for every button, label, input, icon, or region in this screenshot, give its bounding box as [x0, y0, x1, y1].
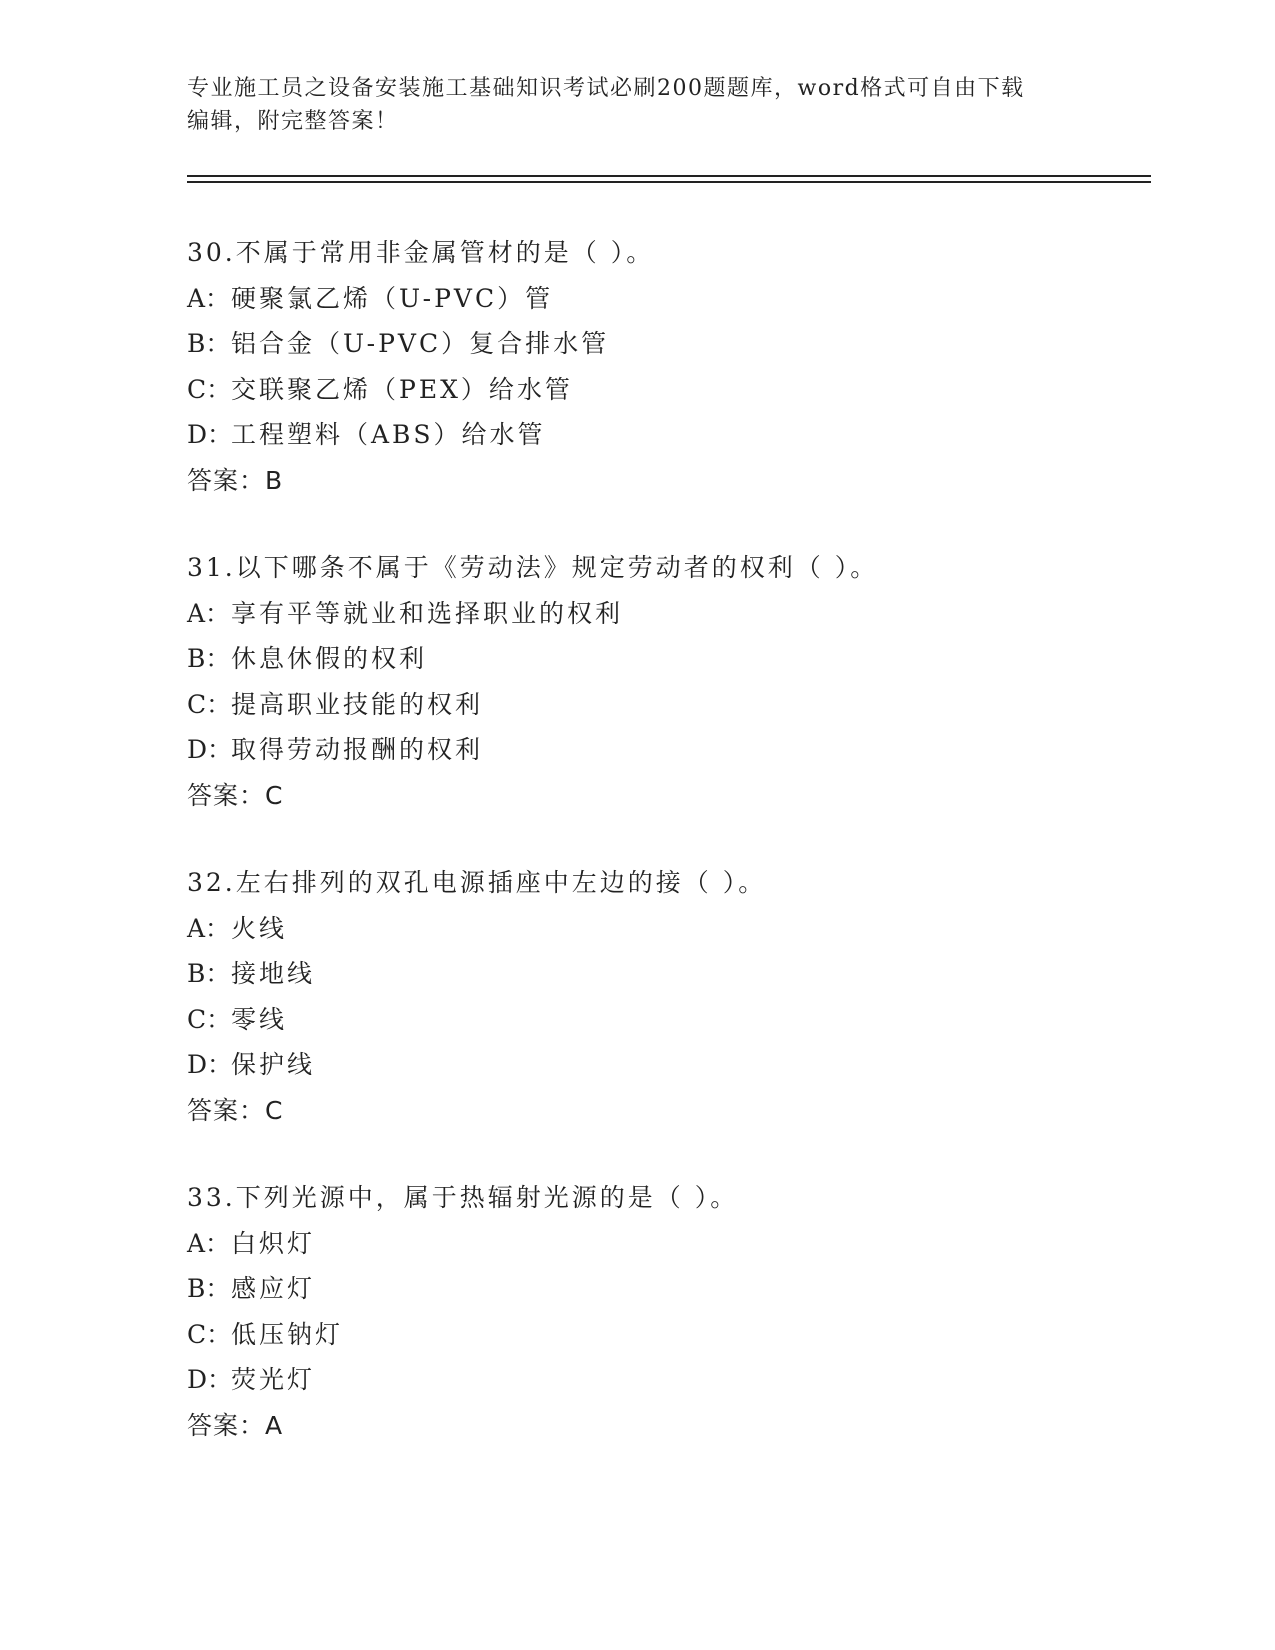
option-letter: A：: [187, 1228, 231, 1258]
option-letter: D：: [187, 1050, 233, 1079]
option-text: 白炽灯: [231, 1228, 316, 1258]
question-31: [187, 545, 1147, 818]
header-divider-bottom: [187, 181, 1151, 183]
option-b: [187, 636, 1147, 682]
option-letter: D：: [187, 1365, 233, 1394]
question-stem: 33.下列光源中，属于热辐射光源的是（ ）。: [187, 1183, 739, 1212]
option-text: 荧光灯: [231, 1365, 316, 1394]
option-text: 取得劳动报酬的权利: [231, 735, 484, 764]
option-text: 交联聚乙烯（PEX）给水管: [231, 374, 573, 404]
option-letter: B：: [187, 644, 231, 673]
option-text: 火线: [231, 913, 288, 943]
option-text: 感应灯: [231, 1274, 316, 1303]
header-divider-top: [187, 175, 1151, 177]
option-text: 享有平等就业和选择职业的权利: [231, 598, 624, 628]
document-header: [187, 72, 1087, 138]
option-letter: A：: [187, 913, 231, 943]
question-stem: 31.以下哪条不属于《劳动法》规定劳动者的权利（ ）。: [187, 553, 879, 582]
option-letter: C：: [187, 689, 232, 719]
option-letter: C：: [187, 1004, 232, 1034]
option-text: 休息休假的权利: [231, 644, 428, 673]
header-line-2: 编辑，附完整答案！: [187, 109, 399, 134]
option-b: [187, 1266, 1147, 1312]
option-text: 铝合金（U-PVC）复合排水管: [231, 329, 610, 358]
option-letter: C：: [187, 374, 232, 404]
option-c: [187, 682, 1147, 728]
option-text: 零线: [231, 1004, 288, 1034]
option-letter: B：: [187, 329, 231, 358]
question-stem: 30.不属于常用非金属管材的是（ ）。: [187, 238, 655, 267]
answer-line: 答案：B: [187, 465, 284, 495]
option-letter: D：: [187, 420, 233, 449]
option-c: [187, 1312, 1147, 1358]
question-32: [187, 860, 1147, 1133]
option-c: [187, 997, 1147, 1043]
answer-line: 答案：C: [187, 780, 284, 810]
option-d: [187, 1042, 1147, 1088]
option-text: 工程塑料（ABS）给水管: [231, 420, 546, 449]
option-b: [187, 951, 1147, 997]
option-letter: B：: [187, 1274, 231, 1303]
option-a: [187, 1221, 1147, 1267]
option-text: 低压钠灯: [231, 1319, 344, 1349]
question-30: [187, 230, 1147, 503]
option-a: [187, 906, 1147, 952]
option-text: 提高职业技能的权利: [231, 689, 484, 719]
option-text: 接地线: [231, 959, 316, 988]
option-a: [187, 591, 1147, 637]
header-line-1: 专业施工员之设备安装施工基础知识考试必刷200题题库，word格式可自由下载: [187, 76, 1025, 101]
option-a: [187, 276, 1147, 322]
option-letter: A：: [187, 598, 231, 628]
option-letter: C：: [187, 1319, 232, 1349]
option-letter: D：: [187, 735, 233, 764]
question-33: [187, 1175, 1147, 1448]
option-d: [187, 727, 1147, 773]
option-d: [187, 1357, 1147, 1403]
option-d: [187, 412, 1147, 458]
option-text: 保护线: [231, 1050, 316, 1079]
option-letter: B：: [187, 959, 231, 988]
answer-line: 答案：A: [187, 1410, 284, 1440]
answer-line: 答案：C: [187, 1095, 284, 1125]
option-c: [187, 367, 1147, 413]
option-b: [187, 321, 1147, 367]
option-letter: A：: [187, 283, 231, 313]
option-text: 硬聚氯乙烯（U-PVC）管: [231, 283, 554, 313]
question-stem: 32.左右排列的双孔电源插座中左边的接（ ）。: [187, 868, 767, 897]
